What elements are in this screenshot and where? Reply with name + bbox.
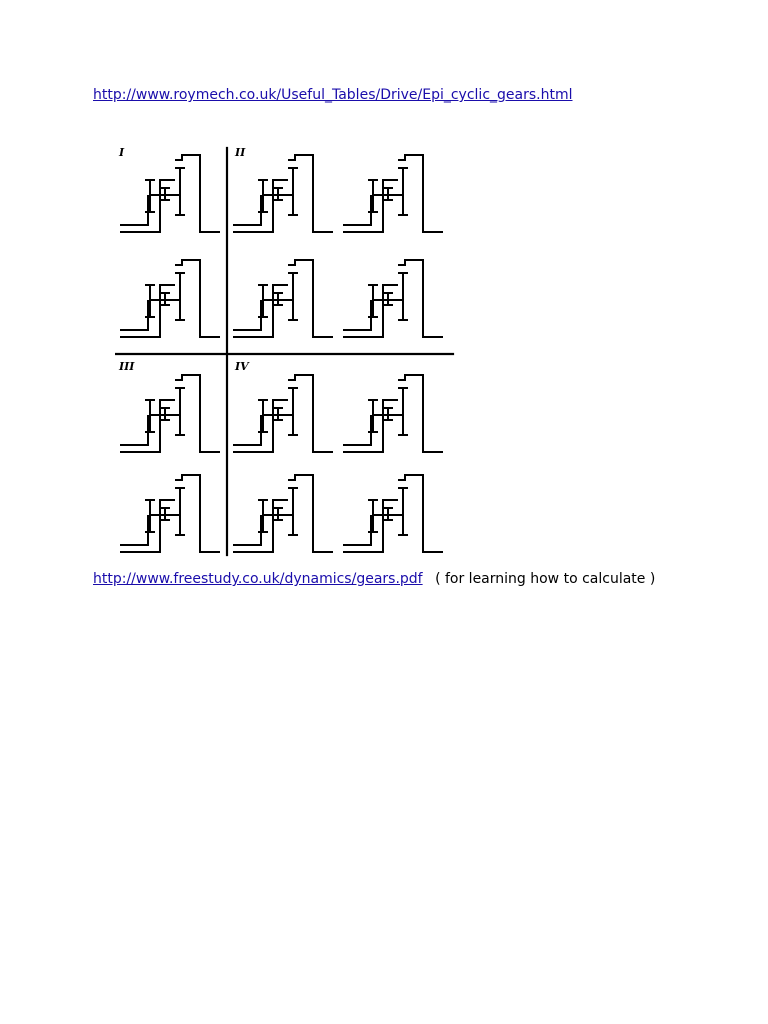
ring-housing	[398, 260, 443, 337]
input-shaft	[120, 195, 148, 225]
quadrant-label-3: III	[119, 360, 135, 373]
calculation-note: ( for learning how to calculate )	[435, 571, 656, 587]
input-shaft	[343, 415, 371, 445]
input-shaft	[120, 515, 148, 545]
ring-housing	[398, 155, 443, 232]
gear-schematic-grid	[115, 140, 455, 560]
input-shaft	[343, 515, 371, 545]
quadrant-label-2: II	[235, 146, 246, 159]
ring-housing	[288, 155, 333, 232]
input-shaft	[233, 515, 261, 545]
epicyclic-gear-diagrams	[115, 140, 455, 560]
input-shaft	[233, 300, 261, 330]
input-shaft	[120, 300, 148, 330]
freestudy-link[interactable]: http://www.freestudy.co.uk/dynamics/gears.pdf	[93, 571, 423, 587]
input-shaft	[233, 415, 261, 445]
ring-housing	[175, 260, 220, 337]
input-shaft	[343, 195, 371, 225]
ring-housing	[175, 475, 220, 552]
ring-housing	[175, 375, 220, 452]
bottom-link-line	[93, 570, 655, 588]
input-shaft	[120, 415, 148, 445]
input-shaft	[233, 195, 261, 225]
ring-housing	[175, 155, 220, 232]
ring-housing	[398, 375, 443, 452]
roymech-link[interactable]: http://www.roymech.co.uk/Useful_Tables/Drive/Epi_cyclic_gears.html	[93, 87, 573, 103]
input-shaft	[343, 300, 371, 330]
ring-housing	[398, 475, 443, 552]
top-link-line	[93, 86, 573, 104]
quadrant-label-1: I	[119, 146, 125, 159]
ring-housing	[288, 475, 333, 552]
ring-housing	[288, 260, 333, 337]
quadrant-label-4: IV	[235, 360, 249, 373]
ring-housing	[288, 375, 333, 452]
